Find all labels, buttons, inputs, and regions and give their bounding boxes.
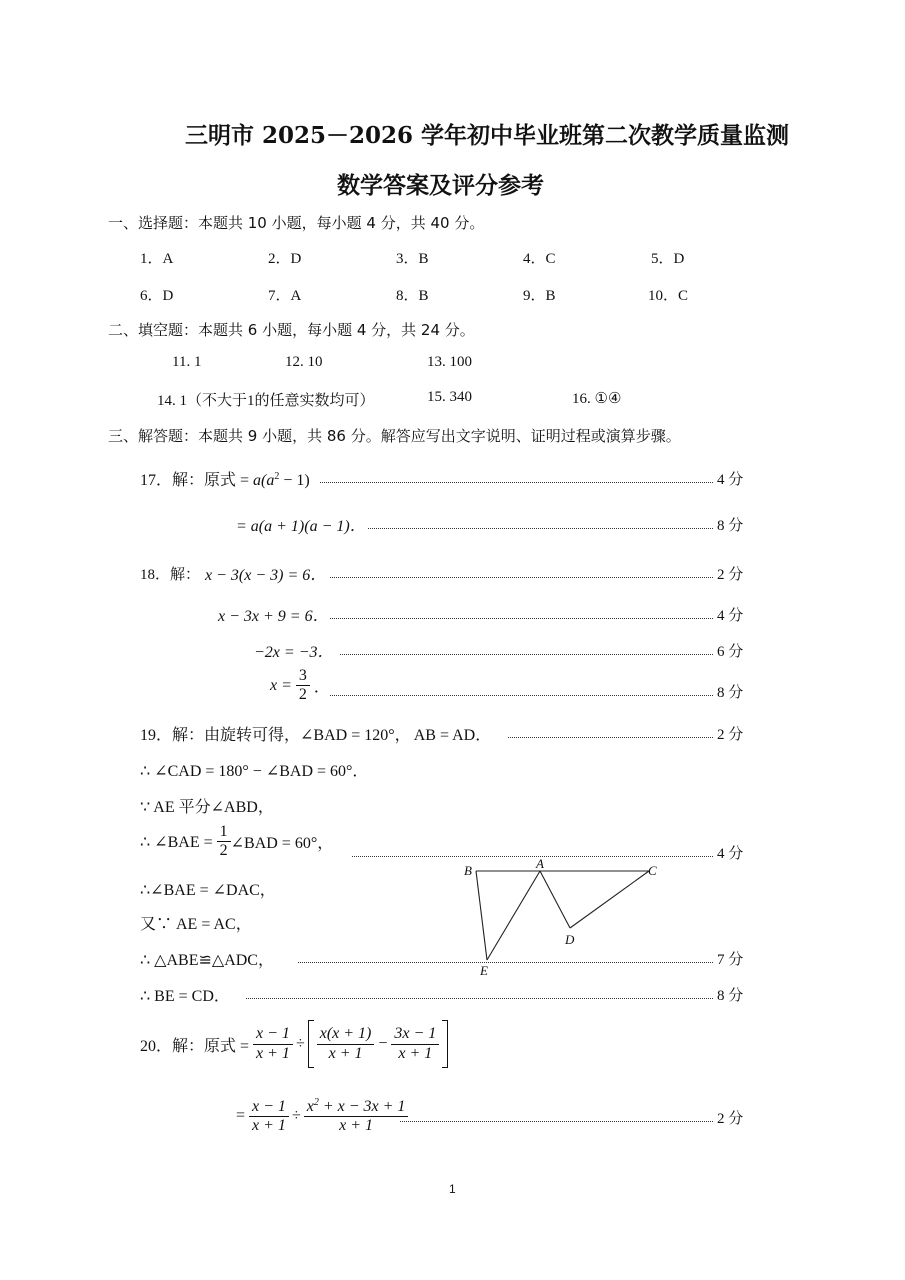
divide-sign: ÷: [295, 1035, 305, 1052]
answer-4: 4．C: [523, 251, 556, 267]
fraction-denominator: x + 1: [256, 1044, 290, 1062]
q19-line4-a: ∴ ∠BAE =: [140, 833, 213, 851]
answer-10: 10．C: [648, 288, 689, 304]
answer-13: 13. 100: [427, 354, 472, 370]
score-q19-2: 4 分: [717, 846, 744, 862]
fraction-numerator: [304, 1097, 409, 1117]
fraction: [317, 1025, 375, 1063]
score-q18-3: 6 分: [717, 644, 744, 660]
right-bracket: [442, 1020, 448, 1068]
fraction-denominator: x + 1: [339, 1117, 374, 1135]
fraction: [304, 1097, 409, 1136]
q19-line4: [140, 823, 333, 861]
q20-line2: [236, 1097, 408, 1136]
fraction-numerator: 3x − 1: [391, 1025, 439, 1044]
fraction-numerator: x − 1: [253, 1025, 293, 1044]
answer-2: 2．D: [268, 251, 302, 267]
q17-line2: = a(a + 1)(a − 1)．: [236, 518, 366, 535]
q19-line8: ∴ BE = CD．: [140, 988, 230, 1005]
section2-heading: 二、填空题：本题共 6 小题，每小题 4 分，共 24 分。: [108, 321, 475, 339]
point-label-b: B: [464, 863, 472, 878]
answer-5: 5．D: [651, 251, 685, 267]
q17-expr1: a(a: [253, 472, 275, 489]
answer-3: 3．B: [396, 251, 429, 267]
fraction-numerator: x(x + 1): [317, 1025, 375, 1044]
equals-sign: =: [236, 1107, 246, 1125]
q20-label: 20．解：原式 =: [140, 1037, 250, 1055]
fraction-denominator: 2: [219, 842, 228, 860]
geometry-figure: [455, 855, 675, 980]
section3-heading: 三、解答题：本题共 9 小题，共 86 分。解答应写出文字说明、证明过程或演算步骤。: [108, 427, 681, 445]
fraction-numerator: 3: [296, 667, 310, 686]
leader-dots: [330, 577, 713, 578]
q19-line4-b: ∠BAD = 60°，: [230, 835, 334, 853]
q17-line1: 17．解：原式 = $a(a^2 - 1)$: [140, 471, 310, 489]
page-title: 三明市 2025－2026 学年初中毕业班第二次教学质量监测: [185, 122, 790, 149]
answer-1: 1．A: [140, 251, 174, 267]
fraction-denominator: 2: [298, 686, 307, 704]
q18-line2: x − 3x + 9 = 6．: [218, 608, 329, 625]
q19-line1: 19．解：由旋转可得，∠BAD = 120°， AB = AD．: [140, 727, 492, 744]
fraction: [391, 1025, 439, 1063]
fraction-denominator: x + 1: [252, 1116, 286, 1134]
answer-6: 6．D: [140, 288, 174, 304]
score-q20-1: 2 分: [717, 1111, 744, 1127]
fraction-numerator: x − 1: [249, 1098, 289, 1117]
numerator-x: x: [306, 1098, 314, 1115]
answer-15: 15. 340: [427, 389, 472, 405]
left-bracket: [308, 1020, 314, 1068]
page-number: 1: [449, 1182, 456, 1196]
answer-16: 16. ①④: [572, 391, 622, 407]
q17-label: 17．解：原式: [140, 472, 237, 489]
answer-8: 8．B: [396, 288, 429, 304]
score-q17-1: 4 分: [717, 472, 744, 488]
answer-14: 14. 1（不大于1的任意实数均可）: [157, 393, 375, 409]
numerator-rest: + x − 3x + 1: [318, 1098, 406, 1115]
numerator-exponent: 2: [313, 1097, 319, 1108]
fraction: [296, 667, 310, 705]
q17-expr1-sup: 2: [274, 471, 280, 482]
score-q18-4: 8 分: [717, 685, 744, 701]
point-label-c: C: [648, 863, 657, 878]
fraction-denominator: x + 1: [328, 1044, 363, 1062]
segment-ea: [487, 871, 540, 960]
section1-heading: 一、选择题：本题共 10 小题，每小题 4 分，共 40 分。: [108, 214, 485, 232]
score-q19-4: 8 分: [717, 988, 744, 1004]
point-label-d: D: [565, 932, 575, 947]
answer-9: 9．B: [523, 288, 556, 304]
q18-line4: x = $\frac{3}{2}$ ．: [270, 667, 330, 704]
fraction: [253, 1025, 293, 1063]
score-q18-1: 2 分: [717, 567, 744, 583]
q20-line1: [140, 1020, 448, 1068]
q18-label: 18．解：: [140, 567, 201, 583]
segment-be: [476, 871, 487, 960]
leader-dots: [330, 618, 713, 619]
segment-dc: [570, 871, 649, 928]
fraction: [249, 1098, 289, 1136]
score-q19-1: 2 分: [717, 727, 744, 743]
answer-11: 11. 1: [172, 354, 202, 370]
point-label-a: A: [536, 856, 544, 871]
leader-dots: [340, 654, 713, 655]
q18-line1: x − 3(x − 3) = 6．: [205, 567, 327, 584]
fraction-denominator: x + 1: [398, 1044, 433, 1062]
fraction: [217, 823, 231, 861]
q19-line3: ∵ AE 平分∠ABD，: [140, 799, 274, 816]
minus-sign: −: [378, 1035, 388, 1052]
q19-line5: ∴∠BAE = ∠DAC，: [140, 882, 276, 899]
leader-dots: [330, 695, 713, 696]
leader-dots: [320, 482, 713, 483]
divide-sign: ÷: [291, 1107, 301, 1125]
leader-dots: [400, 1121, 713, 1122]
fraction-numerator: 1: [217, 823, 231, 842]
point-label-e: E: [480, 963, 488, 978]
leader-dots: [508, 737, 713, 738]
leader-dots: [368, 528, 713, 529]
leader-dots: [246, 998, 713, 999]
q18-line4-lhs: x =: [270, 676, 292, 694]
score-q18-2: 4 分: [717, 608, 744, 624]
score-q19-3: 7 分: [717, 952, 744, 968]
answer-12: 12. 10: [285, 354, 323, 370]
score-q17-2: 8 分: [717, 518, 744, 534]
answer-7: 7．A: [268, 288, 302, 304]
q17-expr1-tail: − 1): [279, 472, 310, 489]
q18-line3: −2x = −3．: [254, 644, 334, 661]
segment-ad: [540, 871, 570, 928]
q19-line7: ∴ △ABE≌△ADC，: [140, 952, 274, 969]
q19-line6: 又∵ AE = AC，: [140, 916, 252, 933]
q19-line2: ∴ ∠CAD = 180° − ∠BAD = 60°．: [140, 763, 369, 780]
page-subtitle: 数学答案及评分参考: [337, 172, 544, 199]
